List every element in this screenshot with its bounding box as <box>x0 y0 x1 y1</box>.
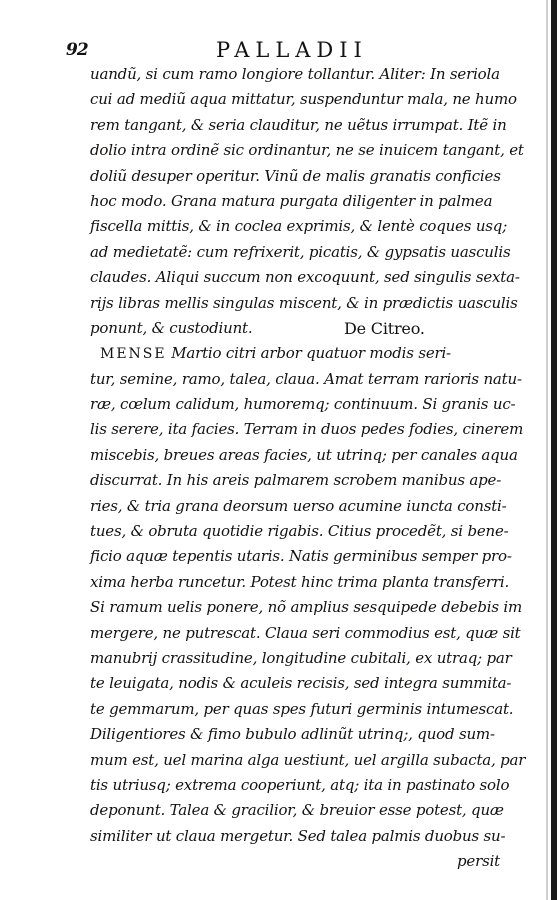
text-line: ficio aquæ tepentis utaris. Natis germinibus semper pro- <box>90 547 512 566</box>
text-line: manubrij crassitudine, longitudine cubitali, ex utraq; par <box>90 648 512 667</box>
page-edge <box>551 0 557 900</box>
text-line: ad medietatẽ: cum refrixerit, picatis, & gypsatis uasculis <box>90 242 511 261</box>
text-line: hoc modo. Grana matura purgata diligenter in palmea <box>90 191 493 210</box>
gutter-shadow <box>546 0 548 900</box>
text-line: ræ, cœlum calidum, humoremq; continuum. Si granis uc- <box>90 395 516 414</box>
text-line: tur, semine, ramo, talea, claua. Amat terram rarioris natu- <box>90 369 522 388</box>
section-line <box>90 316 502 341</box>
text-line: miscebis, breues areas facies, ut utrinq; per canales aqua <box>90 445 518 464</box>
text-line: xima herba runcetur. Potest hinc trima planta transferri. <box>90 572 510 591</box>
text-line: lis serere, ita facies. Terram in duos pedes fodies, cinerem <box>90 420 524 439</box>
text-line: rijs libras mellis singulas miscent, & in prædictis uasculis <box>90 293 518 312</box>
text-line: Si ramum uelis ponere, nõ amplius sesquipede debebis im <box>90 598 523 617</box>
text-line: discurrat. In his areis palmarem scrobem manibus ape- <box>90 471 502 490</box>
text-line: deponunt. Talea & gracilior, & breuior esse potest, quæ <box>90 801 504 820</box>
text-line: te gemmarum, per quas spes futuri germinis intumescat. <box>90 699 514 718</box>
paragraph-opening-line <box>90 341 502 366</box>
text-line: dolio intra ordinẽ sic ordinantur, ne se inuicem tangant, et <box>90 141 524 160</box>
text-line: ponunt, & custodiunt. <box>90 318 253 337</box>
text-line: fiscella mittis, & in coclea exprimis, & lentè coques usq; <box>90 217 508 236</box>
text-line: doliũ desuper operitur. Vinũ de malis granatis conficies <box>90 166 501 185</box>
text-line: tues, & obruta quotidie rigabis. Citius procedẽt, si bene- <box>90 522 509 541</box>
section-title: De Citreo. <box>344 318 425 338</box>
catchword: persit <box>457 852 500 871</box>
text-line: similiter ut claua mergetur. Sed talea palmis duobus su- <box>90 826 506 845</box>
text-line: ries, & tria grana deorsum uerso acumine iuncta consti- <box>90 496 507 515</box>
text-line: Martio citri arbor quatuor modis seri- <box>166 344 451 363</box>
text-block <box>90 62 526 875</box>
paragraph-de-citreo <box>90 341 526 874</box>
text-line: Diligentiores & fimo bubulo adlinũt utrinq;, quod sum- <box>90 725 495 744</box>
text-line: tis utriusq; extrema cooperiunt, atq; ita in pastinato solo <box>90 775 510 794</box>
text-line: te leuigata, nodis & aculeis recisis, sed integra summita- <box>90 674 512 693</box>
page-number: 92 <box>66 40 88 60</box>
page-header <box>66 38 486 64</box>
month-word: MENSE <box>100 346 167 363</box>
paragraph-before <box>90 62 524 341</box>
text-line: claudes. Aliqui succum non excoquunt, sed singulis sexta- <box>90 268 520 287</box>
text-line: mum est, uel marina alga uestiunt, uel argilla subacta, par <box>90 750 526 769</box>
text-line: mergere, ne putrescat. Claua seri commodius est, quæ sit <box>90 623 521 642</box>
text-line: uandũ, si cum ramo longiore tollantur. Aliter: In seriola <box>90 65 500 83</box>
running-head: PALLADII <box>216 38 368 62</box>
text-line: rem tangant, & seria clauditur, ne uẽtus irrumpat. Itẽ in <box>90 115 507 134</box>
text-line: cui ad mediũ aqua mittatur, suspenduntur mala, ne humo <box>90 90 517 109</box>
